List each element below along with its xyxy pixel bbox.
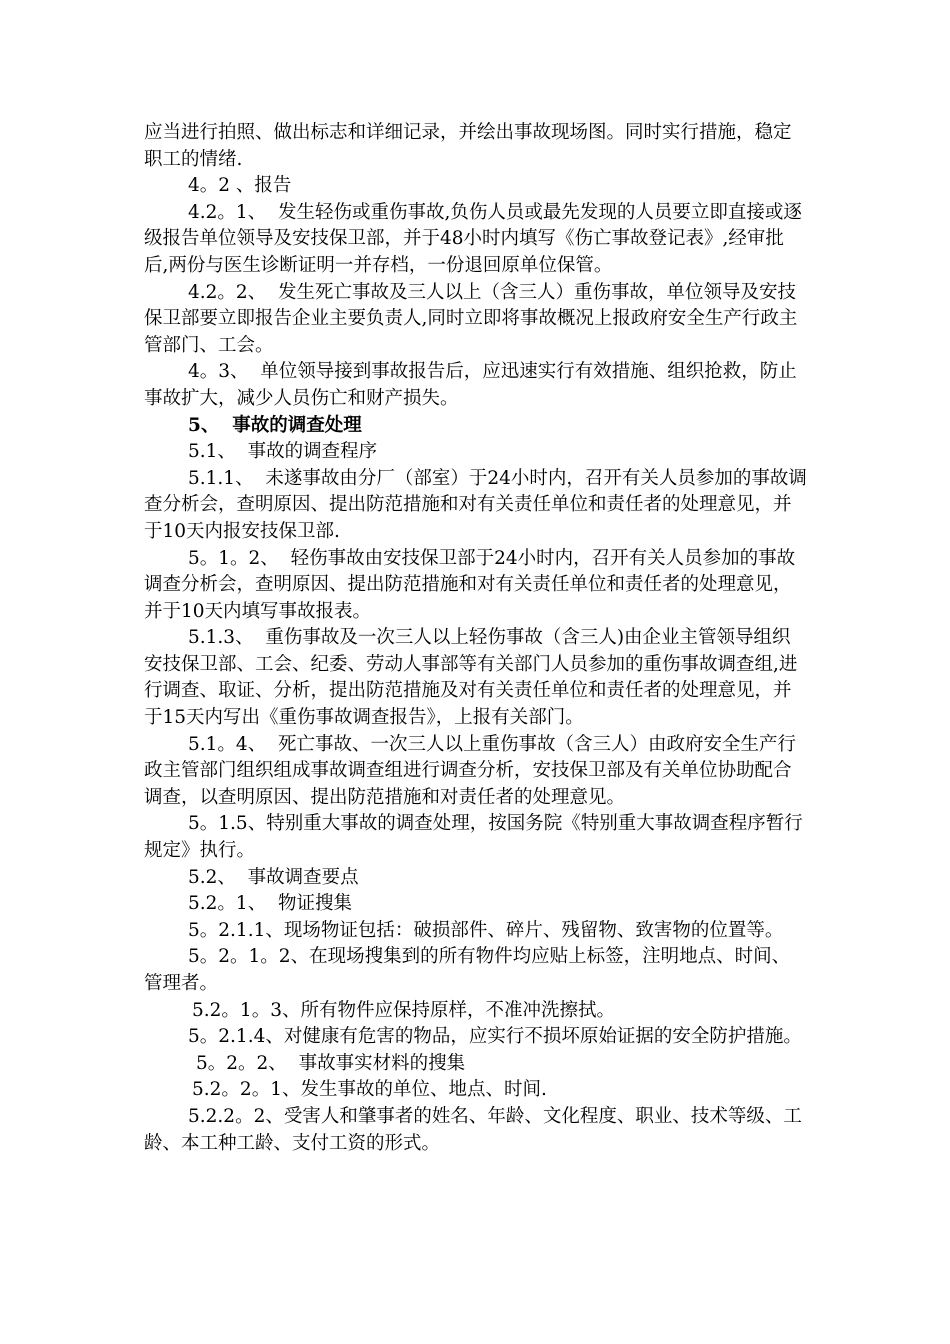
document-page xyxy=(144,120,808,1157)
paragraph-5-1-3: 5.1.3、 重伤事故及一次三人以上轻伤事故（含三人)由企业主管领导组织安技保卫部、工会、纪委、劳动人事部等有关部门人员参加的重伤事故调查组,进行调查、取证、分析，提出防范措施及对有关责任单位和责任者的处理意见，并于15天内写出《重伤事故调查报告》，上报有关部门。 xyxy=(144,627,798,729)
paragraph-5-2-1-1: 5。2.1.1、现场物证包括：破损部件、碎片、残留物、致害物的位置等。 xyxy=(188,919,784,941)
section-heading-5-2-2: 5。2。2、 事故事实材料的搜集 xyxy=(196,1052,466,1074)
paragraph-4-2-1: 4.2。1、 发生轻伤或重伤事故,负伤人员或最先发现的人员要立即直接或逐级报告单位领导及安技保卫部，并于48小时内填写《伤亡事故登记表》,经审批后,两份与医生诊断证明一并存档，一份退回原单位保管。 xyxy=(144,201,802,276)
paragraph-5-2-1-3: 5.2。1。3、所有物件应保持原样，不准冲洗擦拭。 xyxy=(192,999,615,1021)
section-heading-5: 5、 事故的调查处理 xyxy=(188,414,362,436)
paragraph-5-1-4: 5.1。4、 死亡事故、一次三人以上重伤事故（含三人）由政府安全生产行政主管部门组织组成事故调查组进行调查分析，安技保卫部及有关单位协助配合调查，以查明原因、提出防范措施和对责任者的处理意见。 xyxy=(144,733,796,808)
paragraph-5-1-1: 5.1.1、 未遂事故由分厂（部室）于24小时内，召开有关人员参加的事故调查分析会，查明原因、提出防范措施和对有关责任单位和责任者的处理意见，并于10天内报安技保卫部. xyxy=(144,467,807,542)
paragraph-5-1-5: 5。1.5、特别重大事故的调查处理，按国务院《特别重大事故调查程序暂行规定》执行。 xyxy=(144,813,803,862)
section-heading-5-1: 5.1、 事故的调查程序 xyxy=(188,441,378,463)
paragraph-4-2-2: 4.2。2、 发生死亡事故及三人以上（含三人）重伤事故，单位领导及安技保卫部要立即报告企业主要负责人,同时立即将事故概况上报政府安全生产行政主管部门、工会。 xyxy=(144,281,798,356)
section-heading-5-2-1: 5.2。1、 物证搜集 xyxy=(188,893,352,915)
paragraph-5-2-2-2: 5.2.2。2、受害人和肇事者的姓名、年龄、文化程度、职业、技术等级、工龄、本工种工龄、支付工资的形式。 xyxy=(144,1105,802,1154)
paragraph-4-3: 4。3、 单位领导接到事故报告后，应迅速实行有效措施、组织抢救，防止事故扩大，减少人员伤亡和财产损失。 xyxy=(144,361,797,409)
paragraph-5-2-2-1: 5.2。2。1、发生事故的单位、地点、时间. xyxy=(192,1079,547,1101)
section-heading-4-2: 4。2 、报告 xyxy=(188,175,292,197)
paragraph-5-2-1-2: 5。2。1。2、在现场搜集到的所有物件均应贴上标签，注明地点、时间、管理者。 xyxy=(144,946,791,994)
section-heading-5-2: 5.2、 事故调查要点 xyxy=(188,866,359,888)
paragraph-5-2-1-4: 5。2.1.4、对健康有危害的物品，应实行不损坏原始证据的安全防护措施。 xyxy=(188,1026,802,1048)
paragraph-5-1-2: 5。1。2、 轻伤事故由安技保卫部于24小时内，召开有关人员参加的事故调查分析会，查明原因、提出防范措施和对有关责任单位和责任者的处理意见，并于10天内填写事故报表。 xyxy=(144,547,796,622)
paragraph-scene-record: 应当进行拍照、做出标志和详细记录，并绘出事故现场图。同时实行措施，稳定职工的情绪. xyxy=(144,122,792,170)
